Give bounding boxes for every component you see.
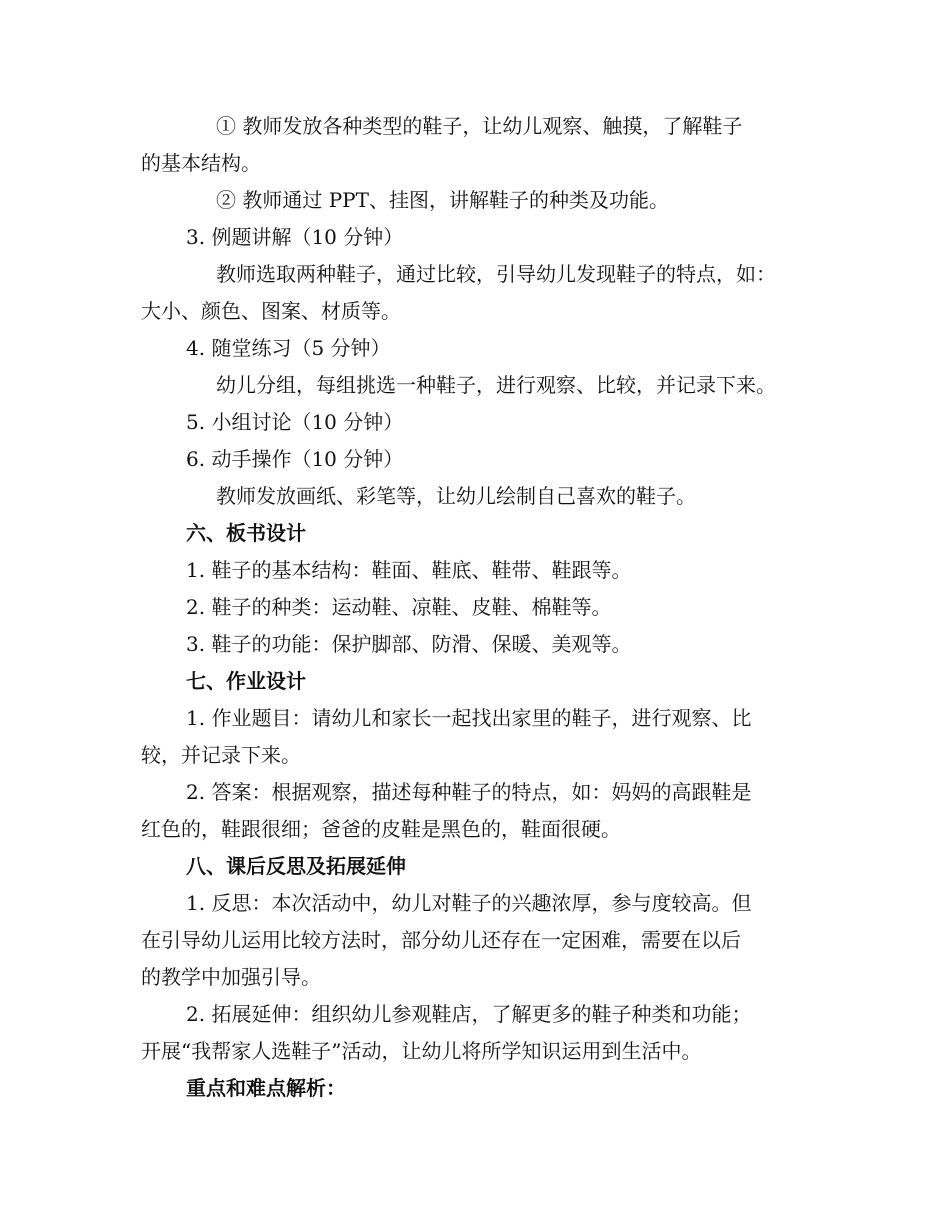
section-heading-reflection: 八、课后反思及拓展延伸 xyxy=(186,854,406,878)
paragraph-line-24: 的教学中加强引导。 xyxy=(141,965,321,989)
section-heading-key-points: 重点和难点解析： xyxy=(186,1076,346,1100)
paragraph-line-25: 2. 拓展延伸：组织幼儿参观鞋店，了解更多的鞋子种类和功能； xyxy=(186,1002,752,1026)
section-heading-blackboard: 六、板书设计 xyxy=(186,521,306,545)
list-item-6-heading: 6. 动手操作（10 分钟） xyxy=(186,447,404,471)
paragraph-line-23: 在引导幼儿运用比较方法时，部分幼儿还存在一定困难，需要在以后 xyxy=(141,928,741,952)
paragraph-line-6: 大小、颜色、图案、材质等。 xyxy=(141,299,401,323)
paragraph-line-8: 幼儿分组，每组挑选一种鞋子，进行观察、比较，并记录下来。 xyxy=(216,373,776,397)
paragraph-line-26: 开展“我帮家人选鞋子”活动，让幼儿将所学知识运用到生活中。 xyxy=(141,1039,702,1063)
list-item-5-heading: 5. 小组讨论（10 分钟） xyxy=(186,410,404,434)
paragraph-line-19: 2. 答案：根据观察，描述每种鞋子的特点，如：妈妈的高跟鞋是 xyxy=(186,780,752,804)
paragraph-line-11: 教师发放画纸、彩笔等，让幼儿绘制自己喜欢的鞋子。 xyxy=(216,484,696,508)
list-item-4-heading: 4. 随堂练习（5 分钟） xyxy=(186,336,391,360)
paragraph-line-17: 1. 作业题目：请幼儿和家长一起找出家里的鞋子，进行观察、比 xyxy=(186,706,752,730)
list-item-functions: 3. 鞋子的功能：保护脚部、防滑、保暖、美观等。 xyxy=(186,632,632,656)
paragraph-line-2: 的基本结构。 xyxy=(141,151,261,175)
paragraph-line-20: 红色的，鞋跟很细；爸爸的皮鞋是黑色的，鞋面很硬。 xyxy=(141,817,621,841)
list-item-structure: 1. 鞋子的基本结构：鞋面、鞋底、鞋带、鞋跟等。 xyxy=(186,558,632,582)
paragraph-line-18: 较，并记录下来。 xyxy=(141,743,301,767)
list-item-types: 2. 鞋子的种类：运动鞋、凉鞋、皮鞋、棉鞋等。 xyxy=(186,595,612,619)
paragraph-line-22: 1. 反思：本次活动中，幼儿对鞋子的兴趣浓厚，参与度较高。但 xyxy=(186,891,752,915)
paragraph-line-1: ① 教师发放各种类型的鞋子，让幼儿观察、触摸，了解鞋子 xyxy=(216,114,743,138)
list-item-3-heading: 3. 例题讲解（10 分钟） xyxy=(186,225,404,249)
paragraph-line-5: 教师选取两种鞋子，通过比较，引导幼儿发现鞋子的特点，如： xyxy=(216,262,776,286)
section-heading-homework: 七、作业设计 xyxy=(186,669,306,693)
paragraph-line-3: ② 教师通过 PPT、挂图，讲解鞋子的种类及功能。 xyxy=(216,188,669,212)
